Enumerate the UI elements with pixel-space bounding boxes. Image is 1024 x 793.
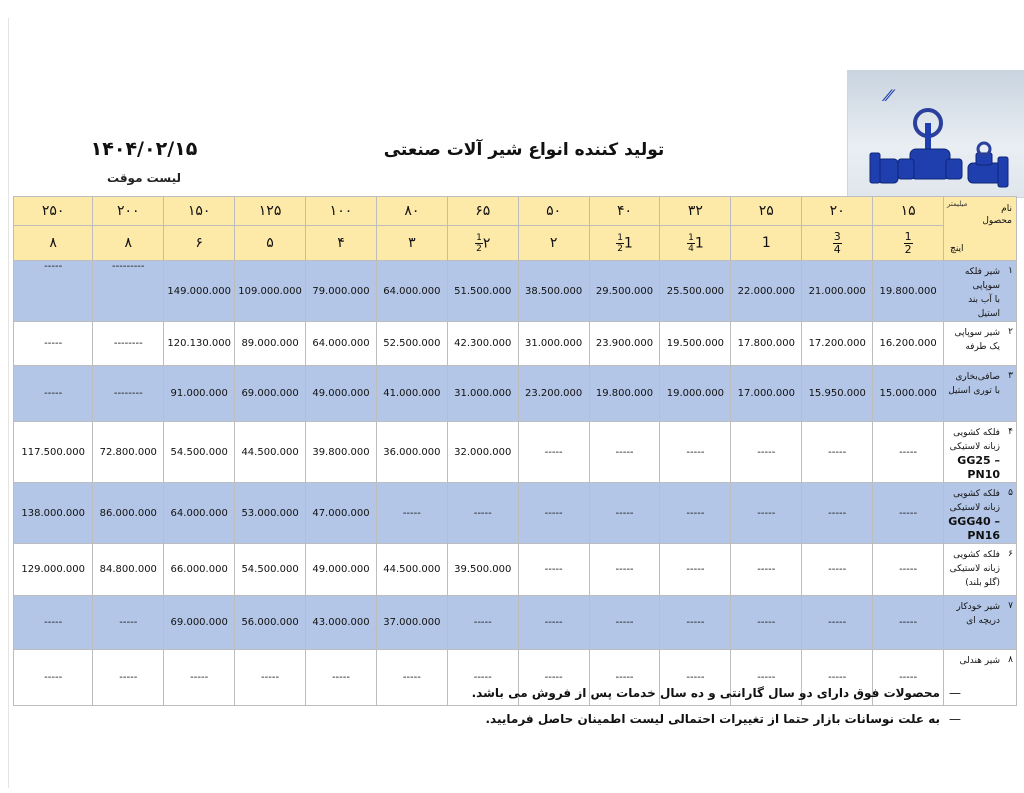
price-cell: 79.000.000 [306, 261, 377, 322]
product-name-line: با توری استیل [948, 386, 1000, 396]
mm-size: ۱۵ [873, 197, 944, 226]
price-cell: 72.800.000 [93, 422, 164, 483]
row-number: ۱ [1008, 266, 1013, 276]
table-row [14, 422, 1017, 483]
row-number: ۲ [1008, 327, 1013, 337]
price-cell: 129.000.000 [14, 544, 93, 596]
product-name-header [944, 197, 1017, 261]
row-number: ۷ [1008, 601, 1013, 611]
price-cell: ----- [731, 483, 802, 544]
product-name-line: فلکه کشویی [953, 489, 1000, 499]
price-cell: 53.000.000 [235, 483, 306, 544]
price-cell: ----- [660, 596, 731, 650]
inch-size-row [14, 226, 1017, 261]
product-name-line: زبانه لاستیکی [949, 503, 1000, 513]
price-cell: ----- [802, 596, 873, 650]
mm-size: ۲۰ [802, 197, 873, 226]
mm-size: ۶۵ [447, 197, 518, 226]
inch-label: اینچ [950, 244, 964, 254]
table-row [14, 261, 1017, 322]
price-cell: 17.200.000 [802, 322, 873, 366]
product-name-line: شیر سوپاپی [954, 328, 1000, 338]
market-note: —به علت نوسانات بازار حتما از تغییرات احتمالی لیست اطمینان حاصل فرمایید. [485, 712, 961, 726]
list-status: لیست موقت [106, 171, 181, 185]
inch-size: $\frac{1}{2}$ [873, 226, 944, 261]
price-cell: 31.000.000 [518, 322, 589, 366]
product-name-cell [944, 322, 1017, 366]
product-name-line: فلکه کشویی [953, 550, 1000, 560]
footer-notes [471, 680, 970, 732]
product-name-line: یک طرفه [965, 342, 1000, 352]
inch-size: ۴ [306, 226, 377, 261]
inch-size: 1 [731, 226, 802, 261]
price-cell: ----- [518, 422, 589, 483]
price-cell: ----- [518, 544, 589, 596]
price-cell: ----- [802, 650, 873, 706]
price-cell: 41.000.000 [376, 366, 447, 422]
price-cell: ----- [447, 596, 518, 650]
price-cell: 86.000.000 [93, 483, 164, 544]
price-cell: ----- [14, 322, 93, 366]
product-name-cell [944, 422, 1017, 483]
table-row [14, 322, 1017, 366]
mm-size: ۵۰ [518, 197, 589, 226]
price-cell: 66.000.000 [164, 544, 235, 596]
price-cell: 19.000.000 [660, 366, 731, 422]
price-cell: 44.500.000 [235, 422, 306, 483]
price-cell: 56.000.000 [235, 596, 306, 650]
price-cell: ----- [660, 422, 731, 483]
price-cell: 22.000.000 [731, 261, 802, 322]
table-row [14, 596, 1017, 650]
product-model: GGG40 – PN16 [948, 515, 1000, 542]
price-cell: 23.200.000 [518, 366, 589, 422]
price-cell: 19.800.000 [873, 261, 944, 322]
price-cell: ----- [14, 650, 93, 706]
product-name-cell [944, 483, 1017, 544]
price-cell: 84.800.000 [93, 544, 164, 596]
price-cell: 42.300.000 [447, 322, 518, 366]
price-cell: 49.000.000 [306, 366, 377, 422]
price-cell: 17.000.000 [731, 366, 802, 422]
price-cell: 149.000.000 [164, 261, 235, 322]
price-cell: ----- [873, 544, 944, 596]
price-table [13, 196, 1017, 706]
mm-size: ۲۵۰ [14, 197, 93, 226]
inch-size: 1 $\frac{1}{4}$ [660, 226, 731, 261]
inch-size: ۸ [14, 226, 93, 261]
mm-size: ۱۲۵ [235, 197, 306, 226]
price-cell: ----- [731, 596, 802, 650]
inch-size: ۸ [93, 226, 164, 261]
price-cell: 91.000.000 [164, 366, 235, 422]
price-cell: ----- [802, 544, 873, 596]
svg-text:⁄⁄: ⁄⁄ [886, 86, 892, 105]
price-cell: ----- [589, 422, 660, 483]
price-cell: 38.500.000 [518, 261, 589, 322]
price-cell: 19.800.000 [589, 366, 660, 422]
price-cell: ----- [376, 483, 447, 544]
price-cell: 64.000.000 [376, 261, 447, 322]
table-row [14, 483, 1017, 544]
price-cell: ----- [518, 483, 589, 544]
price-cell: 69.000.000 [164, 596, 235, 650]
price-cell: ----- [447, 650, 518, 706]
price-cell: 17.800.000 [731, 322, 802, 366]
price-cell: ----- [731, 544, 802, 596]
price-cell: ----- [589, 596, 660, 650]
price-cell: 21.000.000 [802, 261, 873, 322]
product-name-line: صافی‌بخاری [955, 372, 1000, 382]
inch-size: ۲ $\frac{1}{2}$ [447, 226, 518, 261]
name-header-line2: محصول [982, 216, 1012, 226]
row-number: ۸ [1008, 655, 1013, 665]
product-name-line: شیر خودکار [956, 602, 1000, 612]
mm-size: ۴۰ [589, 197, 660, 226]
price-cell: 37.000.000 [376, 596, 447, 650]
warranty-note: —محصولات فوق دارای دو سال گارانتی و ده سال خدمات پس از فروش می باشد. [471, 686, 961, 700]
row-number: ۵ [1008, 488, 1013, 498]
price-cell: 138.000.000 [14, 483, 93, 544]
price-cell: ----- [518, 596, 589, 650]
price-cell: ----- [14, 596, 93, 650]
price-cell: 16.200.000 [873, 322, 944, 366]
price-cell: ----- [589, 483, 660, 544]
price-cell: 19.500.000 [660, 322, 731, 366]
price-cell: ----- [731, 650, 802, 706]
product-name-line: (گلو بلند) [965, 578, 1000, 588]
price-cell: ----- [14, 366, 93, 422]
mm-size-row [14, 197, 1017, 226]
inch-size: ۵ [235, 226, 306, 261]
inch-size: $\frac{3}{4}$ [802, 226, 873, 261]
price-cell: ----- [164, 650, 235, 706]
price-cell: 109.000.000 [235, 261, 306, 322]
price-cell: 15.000.000 [873, 366, 944, 422]
price-cell: 15.950.000 [802, 366, 873, 422]
price-cell: ----- [731, 422, 802, 483]
price-cell: ----- [306, 650, 377, 706]
mm-size: ۲۵ [731, 197, 802, 226]
price-cell: ----- [589, 544, 660, 596]
row-number: ۳ [1008, 371, 1013, 381]
price-cell: 47.000.000 [306, 483, 377, 544]
price-cell: ----- [376, 650, 447, 706]
price-cell: 64.000.000 [306, 322, 377, 366]
mm-size: ۸۰ [376, 197, 447, 226]
mm-size: ۳۲ [660, 197, 731, 226]
product-name-line: دریچه ای [966, 616, 1000, 626]
price-cell: 29.500.000 [589, 261, 660, 322]
price-cell: ----- [873, 422, 944, 483]
price-cell: 52.500.000 [376, 322, 447, 366]
mm-label: میلیمتر [947, 200, 968, 208]
price-cell: -------- [93, 366, 164, 422]
row-number: ۶ [1008, 549, 1013, 559]
price-cell: --------- [93, 261, 164, 322]
price-cell: 49.000.000 [306, 544, 377, 596]
price-cell: 69.000.000 [235, 366, 306, 422]
price-cell: ----- [660, 544, 731, 596]
mm-size: ۱۵۰ [164, 197, 235, 226]
price-cell: 43.000.000 [306, 596, 377, 650]
price-cell: 39.500.000 [447, 544, 518, 596]
price-cell: 25.500.000 [660, 261, 731, 322]
price-cell: ----- [93, 596, 164, 650]
row-number: ۴ [1008, 427, 1013, 437]
product-name-cell [944, 596, 1017, 650]
price-cell: 54.500.000 [164, 422, 235, 483]
price-cell: -------- [93, 322, 164, 366]
price-cell: ----- [589, 650, 660, 706]
price-cell: ----- [447, 483, 518, 544]
price-cell: 117.500.000 [14, 422, 93, 483]
inch-size: 1 $\frac{1}{2}$ [589, 226, 660, 261]
product-name-cell [944, 544, 1017, 596]
price-cell: 36.000.000 [376, 422, 447, 483]
product-name-cell [944, 261, 1017, 322]
price-cell: ----- [802, 422, 873, 483]
inch-size: ۲ [518, 226, 589, 261]
price-cell: 120.130.000 [164, 322, 235, 366]
price-cell: 51.500.000 [447, 261, 518, 322]
product-name-line: شیر فلکه سوپاپی [964, 267, 1000, 291]
inch-size: ۳ [376, 226, 447, 261]
table-row [14, 544, 1017, 596]
price-cell: 39.800.000 [306, 422, 377, 483]
product-name-line: فلکه کشویی [953, 428, 1000, 438]
page-title: تولید کننده انواع شیر آلات صنعتی [383, 140, 665, 160]
price-cell: ----- [802, 483, 873, 544]
name-header-line1: نام [1001, 204, 1012, 214]
product-name-line: با آب بند استیل [968, 295, 1000, 319]
product-name-line: زبانه لاستیکی [949, 564, 1000, 574]
price-cell: ----- [873, 650, 944, 706]
price-cell: 31.000.000 [447, 366, 518, 422]
price-cell: ----- [873, 483, 944, 544]
product-model: GG25 – PN10 [957, 454, 1000, 481]
product-name-line: شیر هندلی [959, 656, 1000, 666]
price-cell: 44.500.000 [376, 544, 447, 596]
price-date: ۱۴۰۴/۰۲/۱۵ [90, 138, 198, 160]
price-cell: ----- [660, 483, 731, 544]
price-cell: 23.900.000 [589, 322, 660, 366]
company-logo [847, 70, 1024, 198]
product-name-cell [944, 366, 1017, 422]
price-cell: 64.000.000 [164, 483, 235, 544]
valve-image-icon [848, 71, 1024, 199]
price-cell: 89.000.000 [235, 322, 306, 366]
price-cell: 54.500.000 [235, 544, 306, 596]
price-cell: 32.000.000 [447, 422, 518, 483]
inch-size: ۶ [164, 226, 235, 261]
price-cell: ----- [660, 650, 731, 706]
price-cell: ----- [14, 261, 93, 322]
price-cell: ----- [873, 596, 944, 650]
price-cell: ----- [93, 650, 164, 706]
product-name-line: زبانه لاستیکی [949, 442, 1000, 452]
mm-size: ۲۰۰ [93, 197, 164, 226]
price-cell: ----- [518, 650, 589, 706]
price-cell: ----- [235, 650, 306, 706]
table-row [14, 366, 1017, 422]
mm-size: ۱۰۰ [306, 197, 377, 226]
